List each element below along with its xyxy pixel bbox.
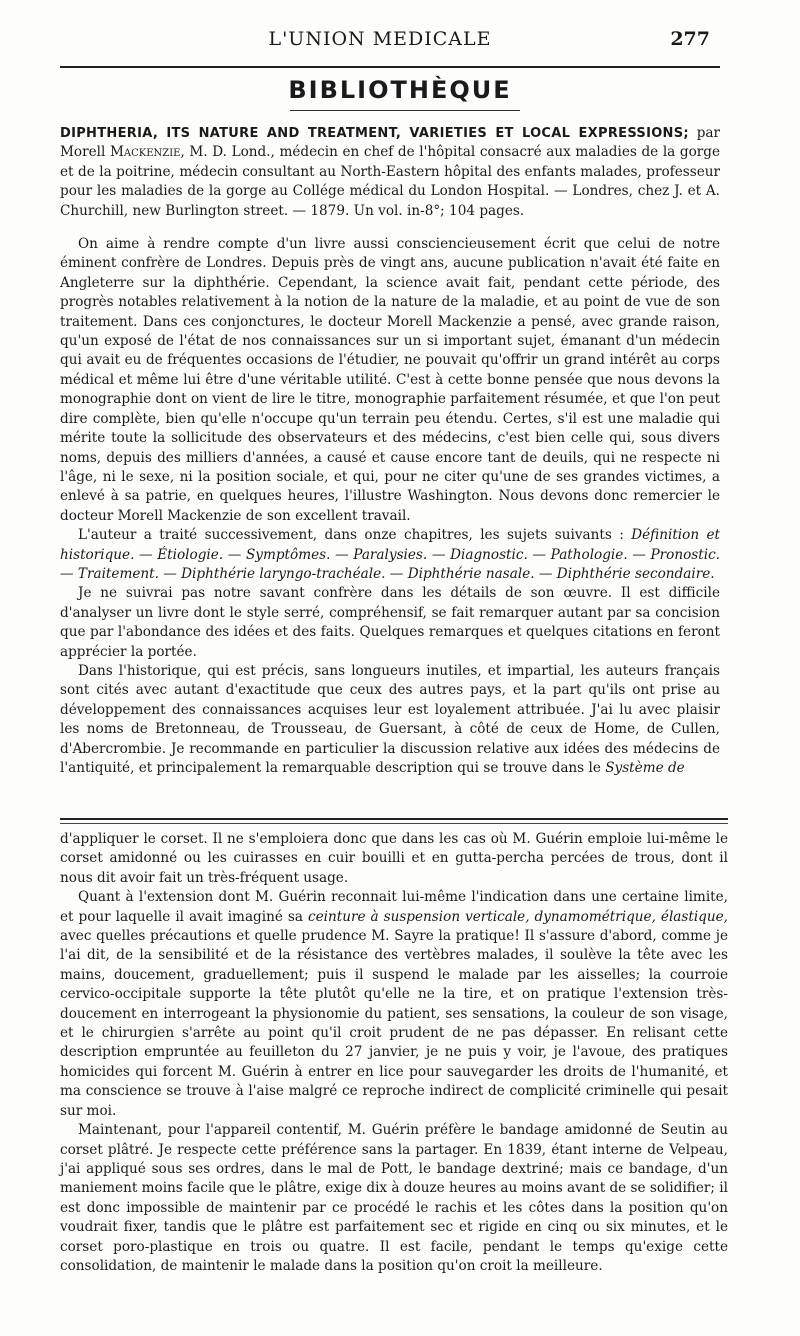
- header-rule: [60, 66, 720, 68]
- running-header: [0, 22, 800, 58]
- entry-details: , M. D. Lond., médecin en chef de l'hôpital consacré aux maladies de la gorge et de la poitrine, médecin consultant au North-Eastern hôpital des enfants malades, professeur pour les maladies de la gorge au Collége médical du London Hospital. — Londres, chez J. et A. Churchill, new Burlington street. — 1879. Un vol. in-8°; 104 pages.: [60, 144, 721, 219]
- entry-author: Mackenzie: [109, 144, 181, 161]
- review-paragraph: On aime à rendre compte d'un livre aussi consciencieusement écrit que celui de notre éminent confrère de Londres. Depuis près de vingt ans, aucune publication n'avait été faite en Angleterre sur la diphthérie. Cependant, la science avait fait, pendant cette période, des progrès notables relativement à la notion de la nature de la maladie, et au point de vue de son traitement. Dans ces conjonctures, le docteur Morell Mackenzie a pensé, avec grande raison, qu'un exposé de l'état de nos connaissances sur un si important sujet, émanant d'un médecin qui avait eu de fréquentes occasions de l'étudier, ne pouvait qu'offrir un grand intérêt au corps médical et même lui être d'une véritable utilité. C'est à cette bonne pensée que nous devons la monographie dont on vient de lire le titre, monographie parfaitement résumée, et que l'on peut dire complète, bien qu'elle n'occupe qu'un terrain peu étendu. Certes, s'il est une maladie qui mérite toute la sollicitude des observateurs et des médecins, c'est bien celle qui, sous divers noms, depuis des milliers d'années, a causé et cause encore tant de deuils, qui ne respecte ni l'âge, ni le sexe, ni la position sociale, et qui, pour ne citer qu'une de ses grandes victimes, a enlevé à sa patrie, en quelques heures, l'illustre Washington. Nous devons donc remercier le docteur Morell Mackenzie de son excellent travail.: [60, 236, 720, 524]
- review-paragraph: [60, 526, 720, 584]
- feuilleton-paragraph: Maintenant, pour l'appareil contentif, M. Guérin préfère le bandage amidonné de Seutin au corset plâtré. Je respecte cette préférence sans la partager. En 1839, étant interne de Velpeau, j'ai appliqué sous ses ordres, dans le mal de Pott, le bandage dextriné; mais ce bandage, d'un maniement moins facile que le plâtre, exige dix à douze heures au moins avant de se solidifier; il est donc impossible de maintenir par ce procédé le rachis et les côtes dans la position qu'on voudrait fixer, tandis que le plâtre est parfaitement sec et rigide en cinq ou six minutes, et le corset poro-plastique en trois ou quatre. Il est facile, pendant le temps qu'exige cette consolidation, de maintenir le malade dans la position qu'on croit la meilleure.: [60, 1122, 728, 1274]
- section-title: BIBLIOTHÈQUE: [288, 76, 512, 104]
- feuilleton-text: avec quelles précautions et quelle prudence M. Sayre la pratique! Il s'assure d'abord, comme je l'ai dit, de la sensibilité et de la résistance des vertèbres malades, il soulève la tête avec les mains, doucement, graduellement; puis il suspend le malade par les aisselles; la courroie cervico-occipitale supporte la tête plutôt qu'elle ne la tire, et on pratique l'extension très-doucement en interrogeant la physionomie du patient, ses sensations, la couleur de son visage, et le chirurgien s'arrête au point qu'il croit prudent de ne pas dépasser. En relisant cette description empruntée au feuilleton du 27 janvier, je ne puis y voir, je l'avoue, des pratiques homicides qui forcent M. Guérin à entrer en lice pour sauvegarder les droits de l'humanité, et ma conscience se trouve à l'aise malgré ce reproche indirect de complicité criminelle qui pesait sur moi.: [60, 928, 728, 1119]
- entry-author-prefix: par Morell: [60, 125, 720, 161]
- bibliographic-entry: [60, 124, 720, 221]
- review-chapters-list: Définition et historique. — Étiologie. — Symptômes. — Paralysies. — Diagnostic. — Pathologie. — Pronostic. — Traitement. — Diphthérie laryngo-trachéale. — Diphthérie nasale. — Diphthérie secondaire.: [60, 527, 721, 582]
- entry-title: DIPHTHERIA, ITS NATURE AND TREATMENT, VARIETIES ET LOCAL EXPRESSIONS;: [60, 126, 689, 141]
- feuilleton-divider-thin: [60, 823, 728, 824]
- review-chapters-lead: L'auteur a traité successivement, dans onze chapitres, les sujets suivants :: [78, 527, 624, 544]
- page-number: 277: [670, 28, 710, 50]
- review-history-text: Dans l'historique, qui est précis, sans longueurs inutiles, et impartial, les auteurs français sont cités avec autant d'exactitude que ceux des autres pays, et la part qu'ils ont prise au développement des connaissances acquises leur est loyalement attribuée. J'ai lu avec plaisir les noms de Bretonneau, de Trousseau, de Guersant, à côté de ceux de Home, de Cullen, d'Abercrombie. Je recommande en particulier la discussion relative aux idées des médecins de l'antiquité, et principalement la remarquable description qui se trouve dans le: [60, 662, 720, 776]
- review-paragraph: [60, 662, 720, 778]
- feuilleton-paragraph: [60, 888, 728, 1121]
- review-history-italic: Système de: [605, 760, 685, 776]
- feuilleton-paragraph: d'appliquer le corset. Il ne s'emploiera donc que dans les cas où M. Guérin emploie lui-même le corset amidonné ou les cuirasses en cuir bouilli et en gutta-percha percées de trous, dont il nous dit avoir fait un très-fréquent usage.: [60, 831, 728, 886]
- review-paragraph: Je ne suivrai pas notre savant confrère dans les détails de son œuvre. Il est difficile d'analyser un livre dont le style serré, compréhensif, se fait remarquer autant par sa concision que par l'abondance des idées et des faits. Quelques remarques et quelques citations en feront apprécier la portée.: [60, 585, 720, 660]
- section-underline: [290, 110, 520, 111]
- review-article: [60, 124, 720, 778]
- feuilleton-italic: ceinture à suspension verticale, dynamométrique, élastique,: [307, 908, 729, 925]
- feuilleton-article: [60, 830, 728, 1276]
- running-title: L'UNION MEDICALE: [268, 28, 492, 50]
- feuilleton-divider: [60, 818, 728, 820]
- feuilleton-text: Quant à l'extension dont M. Guérin reconnait lui-même l'indication dans une certaine limite, et pour laquelle il avait imaginé sa: [60, 889, 728, 925]
